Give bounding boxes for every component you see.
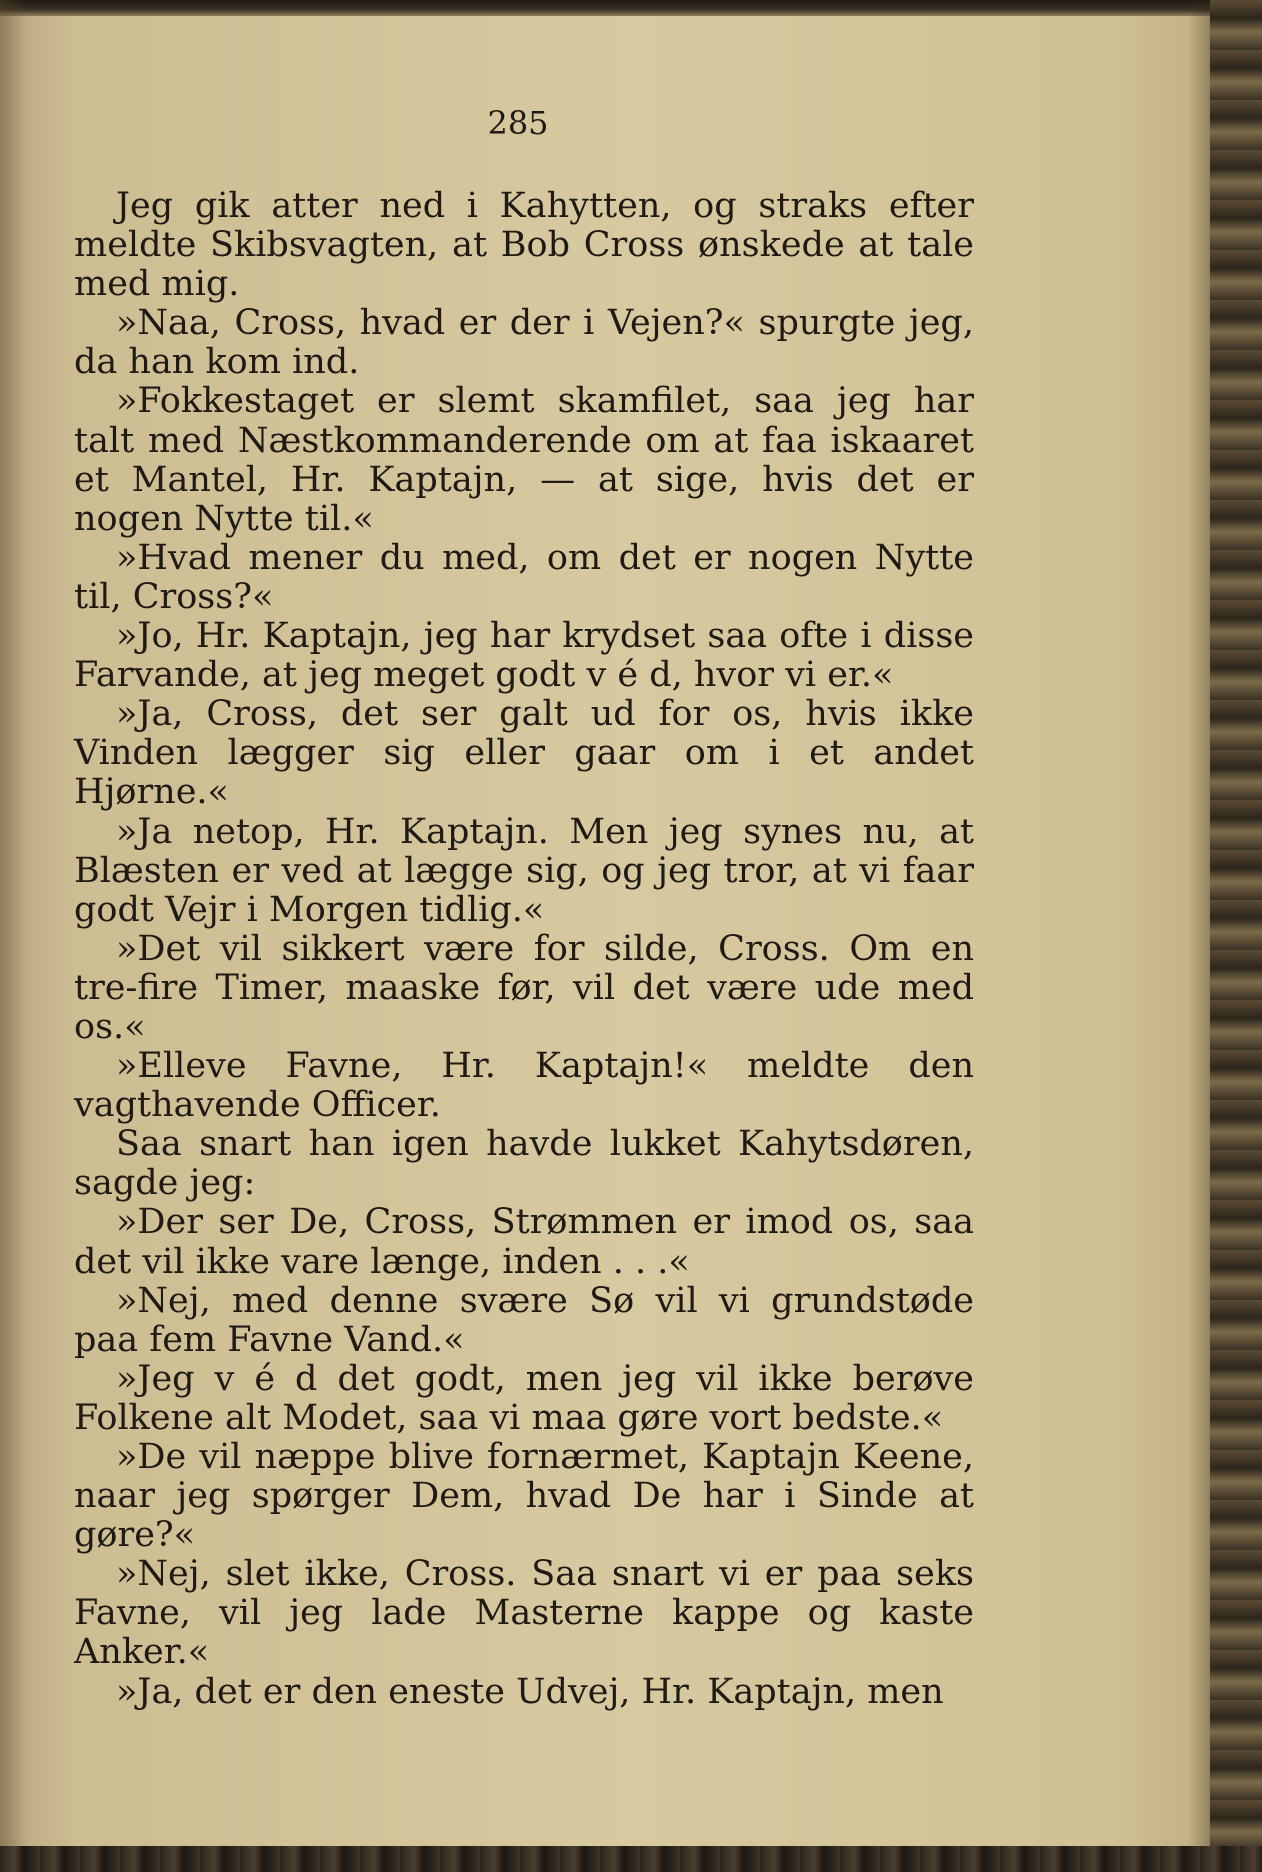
paragraph: »Jeg v é d det godt, men jeg vil ikke berøve Folkene alt Modet, saa vi maa gøre vort bedste.« [74,1358,974,1438]
paragraph: Saa snart han igen havde lukket Kahytsdøren, sagde jeg: [74,1124,974,1204]
paragraph: »Nej, slet ikke, Cross. Saa snart vi er paa seks Favne, vil jeg lade Masterne kappe og kaste Anker.« [74,1554,974,1673]
page-number: 285 [487,104,549,142]
paragraph: »Der ser De, Cross, Strømmen er imod os, saa det vil ikke vare længe, inden . . .« [74,1202,974,1282]
paragraph: »Naa, Cross, hvad er der i Vejen?« spurgte jeg, da han kom ind. [74,303,974,383]
paragraph: »Ja, det er den eneste Udvej, Hr. Kaptajn, men [116,1671,944,1712]
paragraph: »Det vil sikkert være for silde, Cross. Om en tre-fire Timer, maaske før, vil det være ude med os.« [74,928,974,1047]
paragraph: »De vil næppe blive fornærmet, Kaptajn Keene, naar jeg spørger Dem, hvad De har i Sinde at gøre?« [74,1437,974,1556]
page-gutter-shadow [0,0,28,1872]
paragraph: Jeg gik atter ned i Kahytten, og straks efter meldte Skibsvagten, at Bob Cross ønskede at tale med mig. [74,186,974,305]
body-text [74,187,974,1712]
paragraph: »Hvad mener du med, om det er nogen Nytte til, Cross?« [74,537,974,617]
page-bottom-edge [0,1846,1262,1872]
paragraph: »Jo, Hr. Kaptajn, jeg har krydset saa ofte i disse Farvande, at jeg meget godt v é d, hvor vi er.« [74,616,974,696]
page-fore-edge-shadow [1188,0,1210,1872]
paragraph: »Ja netop, Hr. Kaptajn. Men jeg synes nu, at Blæsten er ved at lægge sig, og jeg tror, at vi faar godt Vejr i Morgen tidlig.« [74,811,974,930]
page-top-edge [0,0,1262,16]
paragraph: »Fokkestaget er slemt skamfilet, saa jeg har talt med Næstkommanderende om at faa iskaaret et Mantel, Hr. Kaptajn, — at sige, hvis det er nogen Nytte til.« [74,381,974,539]
book-fore-edge [1210,0,1262,1872]
paragraph: »Elleve Favne, Hr. Kaptajn!« meldte den vagthavende Officer. [74,1046,974,1126]
paragraph: »Nej, med denne svære Sø vil vi grundstøde paa fem Favne Vand.« [74,1280,974,1360]
paragraph: »Ja, Cross, det ser galt ud for os, hvis ikke Vinden lægger sig eller gaar om i et andet Hjørne.« [74,694,974,813]
